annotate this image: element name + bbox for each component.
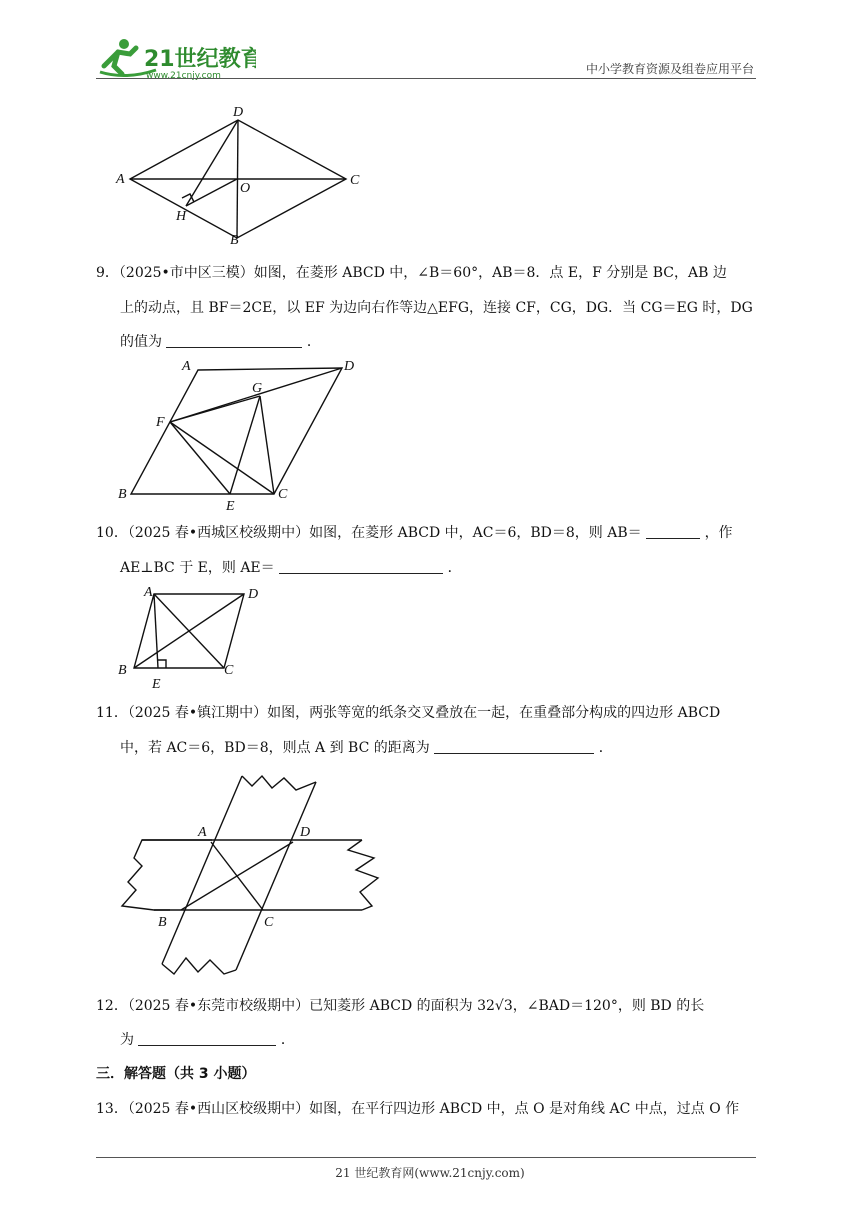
footer-divider (96, 1157, 756, 1158)
q9-line2: 上的动点，且 BF＝2CE，以 EF 为边向右作等边△EFG，连接 CF，CG，DG．当 CG＝EG 时，DG (120, 300, 753, 316)
figure-point-label: D (233, 105, 244, 120)
q13-line1: 13．（2025 春•西山区校级期中）如图，在平行四边形 ABCD 中，点 O 是对角线 AC 中点，过点 O 作 (96, 1101, 740, 1117)
figure-point-label: F (156, 415, 165, 430)
q12-line1: 12．（2025 春•东莞市校级期中）已知菱形 ABCD 的面积为 32√3，∠BAD＝120°，则 BD 的长 (96, 998, 705, 1014)
figure-point-label: D (300, 825, 311, 840)
figure-q11 (112, 770, 388, 976)
figure-point-label: A (144, 585, 153, 600)
figure-point-label: B (158, 915, 167, 930)
q12-line2: 为 ． (120, 1032, 295, 1048)
section-heading-3: 三．解答题（共 3 小题） (96, 1066, 256, 1082)
figure-point-label: C (278, 487, 288, 502)
q9-line1: 9．（2025•市中区三模）如图，在菱形 ABCD 中，∠B＝60°，AB＝8．点 E，F 分别是 BC，AB 边 (96, 265, 727, 281)
figure-point-label: A (198, 825, 207, 840)
figure-point-label: B (230, 233, 239, 248)
figure-point-label: E (152, 677, 161, 692)
figure-q10 (112, 582, 272, 694)
header-platform-title: 中小学教育资源及组卷应用平台 (585, 62, 754, 76)
figure-point-label: B (118, 487, 127, 502)
figure-point-label: A (116, 172, 125, 187)
figure-point-label: A (182, 359, 191, 374)
figure-point-label: G (252, 381, 263, 396)
figure-point-label: C (264, 915, 274, 930)
figure-q8 (110, 102, 370, 252)
figure-point-label: C (224, 663, 234, 678)
figure-point-label: O (240, 181, 251, 196)
answer-blank-q10-ab[interactable] (646, 524, 700, 539)
answer-blank-q12[interactable] (138, 1031, 276, 1046)
header-divider (96, 78, 756, 79)
answer-blank-q10-ae[interactable] (279, 559, 443, 574)
figure-point-label: D (344, 359, 355, 374)
logo-text: 21世纪教育 (144, 47, 256, 72)
q11-line2: 中，若 AC＝6，BD＝8，则点 A 到 BC 的距离为 ． (120, 740, 613, 756)
figure-point-label: B (118, 663, 127, 678)
site-logo (96, 36, 256, 80)
q10-line1: 10．（2025 春•西城区校级期中）如图，在菱形 ABCD 中，AC＝6，BD＝8，则 AB＝ ，作 (96, 525, 733, 541)
answer-blank-q11[interactable] (434, 739, 594, 754)
q11-line1: 11．（2025 春•镇江期中）如图，两张等宽的纸条交叉叠放在一起，在重叠部分构成的四边形 ABCD (96, 705, 721, 721)
footer-text: 21 世纪教育网(www.21cnjy.com) (335, 1166, 525, 1180)
q10-line2: AE⊥BC 于 E，则 AE＝ ． (120, 560, 462, 576)
figure-point-label: D (248, 587, 259, 602)
answer-blank-q9[interactable] (166, 333, 302, 348)
logo-url: www.21cnjy.com (146, 71, 221, 80)
figure-point-label: E (226, 499, 235, 514)
figure-point-label: C (350, 173, 360, 188)
figure-q9 (112, 356, 362, 516)
figure-point-label: H (176, 209, 187, 224)
q9-line3: 的值为 ． (120, 334, 321, 350)
